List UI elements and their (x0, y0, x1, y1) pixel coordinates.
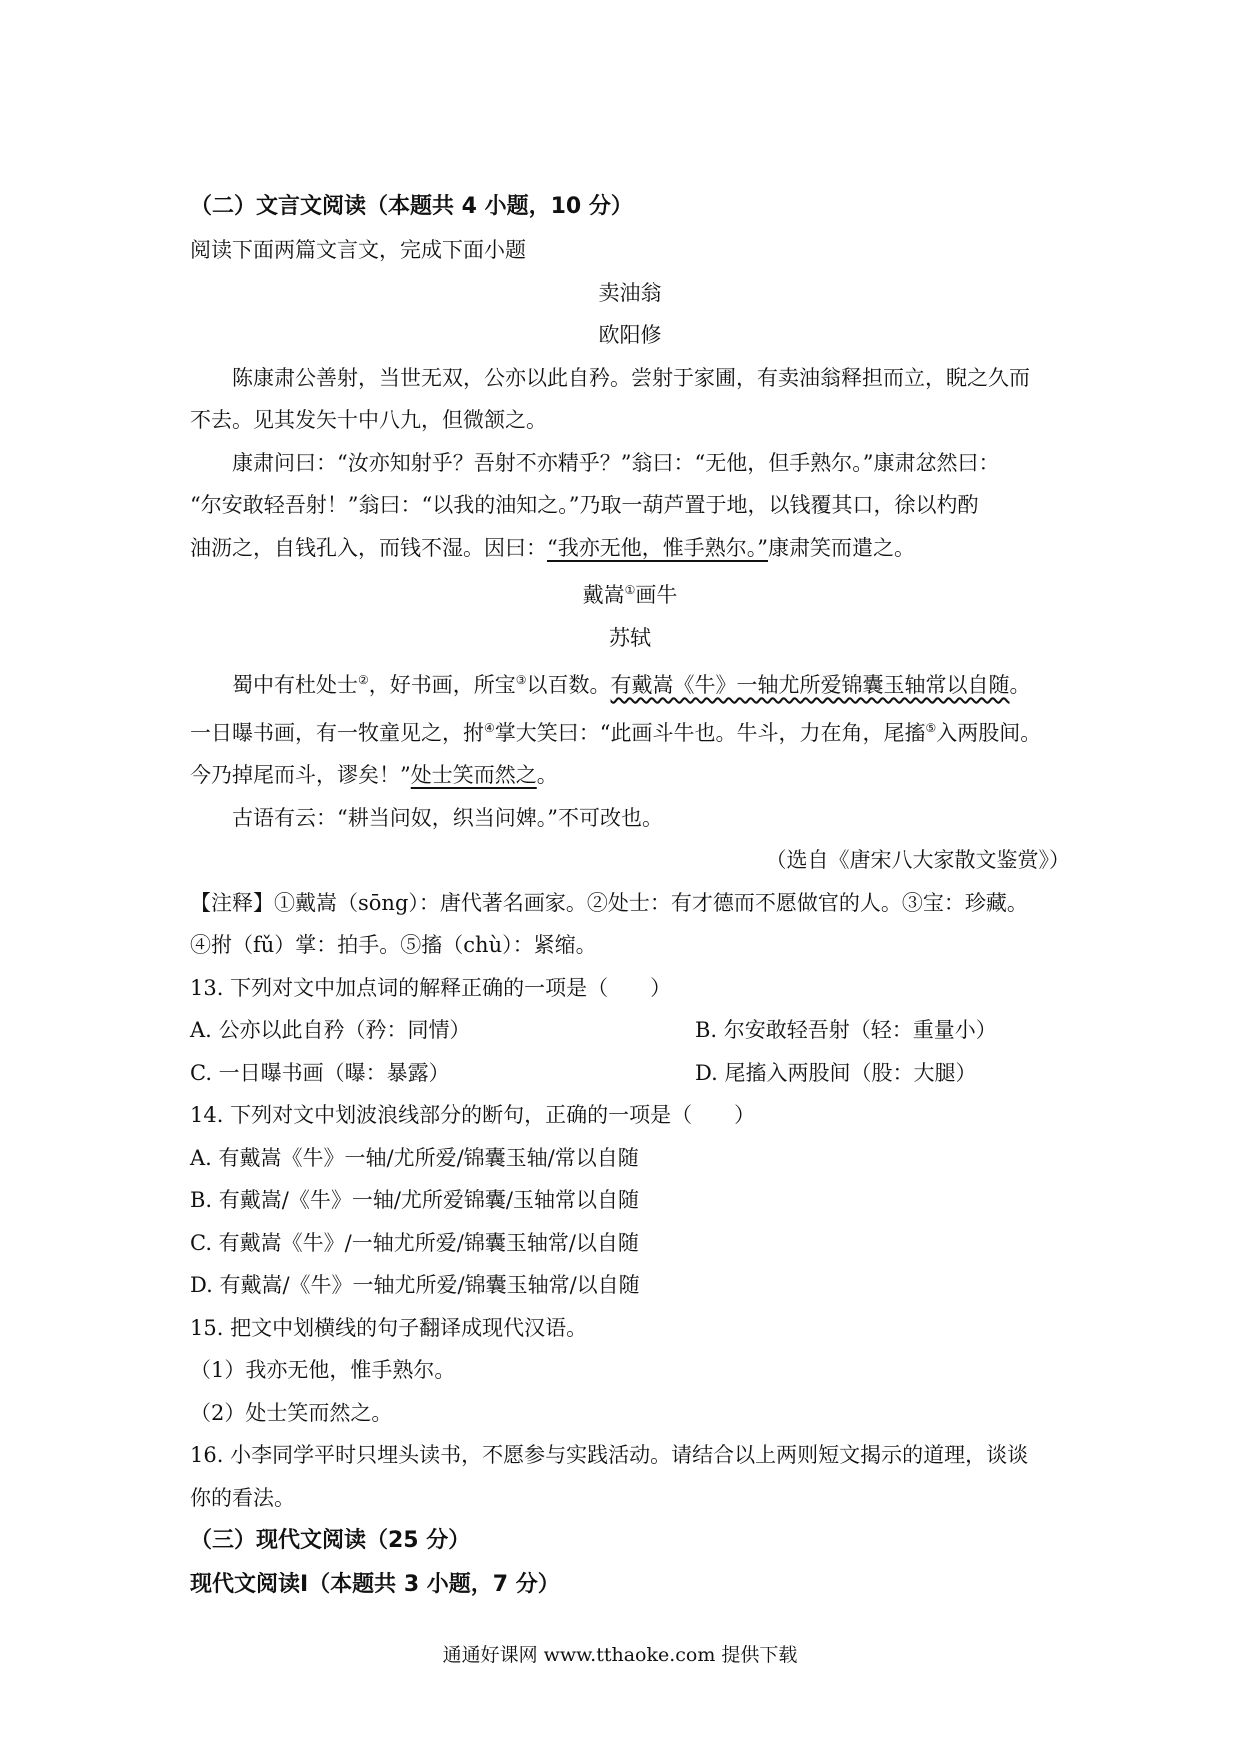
question-16-line1: 16. 小李同学平时只埋头读书，不愿参与实践活动。请结合以上两则短文揭示的道理，谈谈 (190, 1443, 1029, 1467)
passage1-para2-line2: “尔安敢轻吾射！”翁曰：“以我的油知之。”乃取一葫芦置于地，以钱覆其口，徐以杓酌 (190, 493, 979, 517)
underlined-sentence-2: 处士笑而然之 (410, 763, 537, 787)
passage2-text: 掌大笑曰：“此画斗牛也。牛斗，力在角，尾搐 (494, 720, 926, 745)
question-15: 15. 把文中划横线的句子翻译成现代汉语。 (190, 1315, 588, 1340)
passage2-text: 。 (1009, 673, 1031, 697)
section2-heading: （二）文言文阅读（本题共 4 小题，10 分） (190, 194, 633, 219)
question-16-line2: 你的看法。 (190, 1485, 295, 1510)
section3-sub-heading: 现代文阅读Ⅰ（本题共 3 小题，7 分） (190, 1572, 560, 1597)
notes-line2: ④拊（fǔ）掌：拍手。⑤搐（chù）：紧缩。 (190, 933, 597, 957)
passage2-title (190, 569, 1070, 617)
passage1-title: 卖油翁 (598, 280, 662, 305)
passage1-para2-line3 (190, 527, 1070, 570)
question-13-options-row1 (190, 1009, 1070, 1052)
page-footer: 通通好课网 www.tthaoke.com 提供下载 (442, 1644, 798, 1666)
option-b: B. 有戴嵩/《牛》一轴/尤所爱锦囊/玉轴常以自随 (190, 1188, 640, 1212)
option-c: C. 一日曝书画（曝：暴露） (190, 1060, 450, 1085)
question-15-part2: （2）处士笑而然之。 (190, 1400, 393, 1425)
passage1-text: 康肃笑而遣之。 (767, 535, 915, 560)
passage2-author: 苏轼 (609, 625, 651, 650)
option-d: D. 尾搐入两股间（股：大腿） (695, 1060, 977, 1085)
passage1-text: 油沥之，自钱孔入，而钱不湿。因曰： (190, 535, 547, 560)
question-15-part1: （1）我亦无他，惟手熟尔。 (190, 1358, 456, 1382)
passage2-text: 一日曝书画，有一牧童见之，拊 (190, 720, 484, 745)
option-b: B. 尔安敢轻吾射（轻：重量小） (695, 1018, 997, 1042)
note-marker: ③ (515, 673, 527, 687)
question-13-options-row2 (190, 1052, 1070, 1095)
option-a: A. 有戴嵩《牛》一轴/尤所爱/锦囊玉轴/常以自随 (190, 1145, 639, 1170)
passage2-source: （选自《唐宋八大家散文鉴赏》） (765, 848, 1070, 872)
exam-page (190, 185, 1070, 1607)
passage2-text: 今乃掉尾而斗，谬矣！” (190, 763, 411, 787)
question-13: 13. 下列对文中加点词的解释正确的一项是（ ） (190, 975, 672, 1000)
passage2-text: 入两股间。 (936, 720, 1042, 745)
option-d: D. 有戴嵩/《牛》一轴尤所爱/锦囊玉轴常/以自随 (190, 1273, 640, 1297)
passage2-text: 蜀中有杜处士 (232, 673, 358, 697)
passage2-title-text: 戴嵩 (582, 583, 625, 607)
passage2-para1-line1 (190, 659, 1070, 707)
note-marker: ② (358, 673, 369, 687)
option-c: C. 有戴嵩《牛》/一轴尤所爱/锦囊玉轴常/以自随 (190, 1230, 639, 1255)
underlined-sentence-1: “我亦无他，惟手熟尔。” (547, 535, 768, 560)
note-marker: ④ (484, 720, 495, 735)
question-14: 14. 下列对文中划波浪线部分的断句，正确的一项是（ ） (190, 1103, 756, 1127)
note-marker: ① (624, 583, 636, 597)
passage2-para1-line2 (190, 707, 1070, 755)
passage2-para2: 古语有云：“耕当问奴，织当问婢。”不可改也。 (232, 805, 663, 830)
passage1-author: 欧阳修 (598, 323, 662, 347)
passage2-para1-line3 (190, 754, 1070, 797)
passage2-text: 。 (536, 763, 558, 787)
notes-line1: 【注释】①戴嵩（sōng）：唐代著名画家。②处士：有才德而不愿做官的人。③宝：珍藏。 (190, 890, 1028, 915)
passage1-para2-line1: 康肃问曰：“汝亦知射乎？吾射不亦精乎？”翁曰：“无他，但手熟尔。”康肃忿然曰： (232, 450, 1000, 475)
section3-heading: （三）现代文阅读（25 分） (190, 1528, 471, 1553)
passage1-para1-line1: 陈康肃公善射，当世无双，公亦以此自矜。尝射于家圃，有卖油翁释担而立，睨之久而 (232, 365, 1030, 390)
passage2-text: 以百数。 (526, 673, 611, 697)
option-a: A. 公亦以此自矜（矜：同情） (190, 1018, 471, 1042)
passage1-para1-line2: 不去。见其发矢十中八九，但微颔之。 (190, 408, 547, 432)
passage2-title-tail: 画牛 (635, 583, 678, 607)
passage2-text: ，好书画，所宝 (368, 673, 516, 697)
section2-instruction: 阅读下面两篇文言文，完成下面小题 (190, 238, 526, 262)
note-marker: ⑤ (925, 720, 937, 735)
wavy-underlined-sentence: 有戴嵩《牛》一轴尤所爱锦囊玉轴常以自随 (610, 673, 1010, 697)
